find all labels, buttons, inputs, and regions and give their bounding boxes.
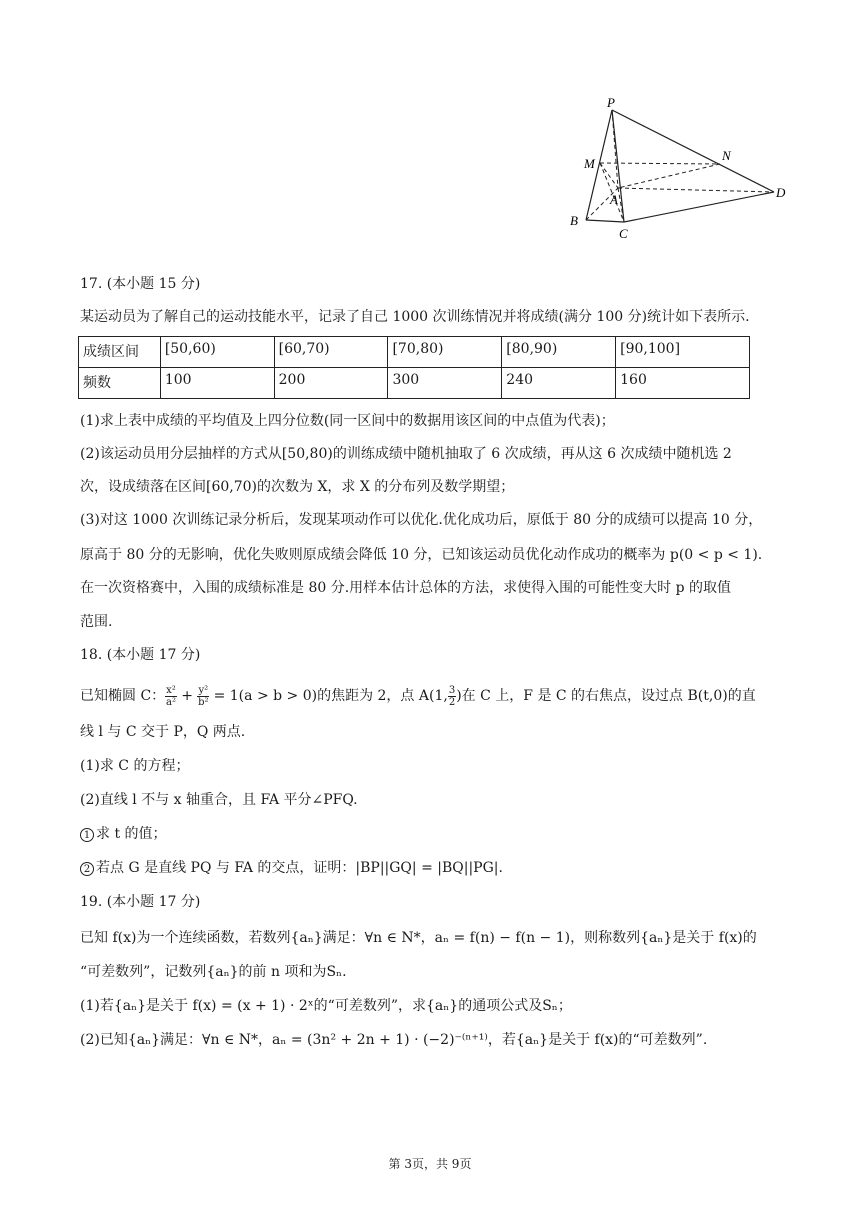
label-N: N: [722, 148, 731, 163]
table-cell: [60,70): [274, 337, 388, 368]
edge-BC: [586, 220, 624, 222]
table-cell: 成绩区间: [79, 337, 161, 368]
q17-part3-line2: 原高于 80 分的无影响，优化失败则原成绩会降低 10 分，已知该运动员优化动作成功的概率为 p(0 < p < 1).: [80, 547, 763, 563]
table-cell: [80,90): [502, 337, 616, 368]
q17-part3-line4: 范围.: [80, 614, 113, 630]
q17-part1: (1)求上表中成绩的平均值及上四分位数(同一区间中的数据用该区间的中点值为代表)；: [80, 413, 615, 429]
table-row: [79, 337, 750, 368]
q19-statement-line2: “可差数列”，记数列{aₙ}的前 n 项和为Sₙ.: [80, 964, 347, 980]
label-B: B: [570, 213, 578, 228]
table-cell: 300: [388, 368, 502, 399]
table-cell: 100: [160, 368, 274, 399]
fraction-x: [165, 685, 177, 708]
circled-number: 1: [80, 828, 94, 842]
q18-part1: (1)求 C 的方程；: [80, 758, 190, 774]
q18-sub1-text: 求 t 的值；: [96, 826, 167, 842]
table-cell: 240: [502, 368, 616, 399]
fraction-den: b²: [198, 696, 209, 708]
fraction-num: y²: [198, 684, 209, 696]
fraction-num: 3: [448, 684, 456, 696]
table-cell: 160: [616, 368, 750, 399]
label-P: P: [607, 96, 615, 110]
table-cell: 200: [274, 368, 388, 399]
circled-number: 2: [80, 862, 94, 876]
q18-heading: 18. (本小题 17 分): [80, 647, 201, 663]
table-cell: 频数: [79, 368, 161, 399]
table-row: [79, 368, 750, 399]
q18-text-c: )在 C 上，F 是 C 的右焦点，设过点 B(t,0)的直: [456, 688, 756, 704]
q17-part3-line1: (3)对这 1000 次训练记录分析后，发现某项动作可以优化.优化成功后，原低于 80 分的成绩可以提高 10 分，: [80, 512, 763, 528]
q18-statement-line2: 线 l 与 C 交于 P，Q 两点.: [80, 724, 246, 740]
score-table: [78, 336, 750, 399]
q19-heading: 19. (本小题 17 分): [80, 894, 201, 910]
q17-part2-line2: 次，设成绩落在区间[60,70)的次数为 X，求 X 的分布列及数学期望；: [80, 479, 515, 495]
table-cell: [90,100]: [616, 337, 750, 368]
label-C: C: [619, 226, 628, 241]
q18-statement-line1: 已知椭圆 C： $\frac{\text{x²}}{\text{a²}}$ + $\frac{\text{y²}}{\text{b²}}$ = 1(a > b > 0)的焦距为 2，点 A(1, $\frac{3}{2}$ )在 C 上，F 是 C 的右焦点，设过点 B(t,0)的直: [80, 684, 756, 708]
q17-part2-line1: (2)该运动员用分层抽样的方式从[50,80)的训练成绩中随机抽取了 6 次成绩，再从这 6 次成绩中随机选 2: [80, 446, 732, 462]
q17-part3-line3: 在一次资格赛中，入围的成绩标准是 80 分.用样本估计总体的方法，求使得入围的可能性变大时 p 的取值: [80, 580, 732, 596]
q17-intro: 某运动员为了解自己的运动技能水平，记录了自己 1000 次训练情况并将成绩(满分 100 分)统计如下表所示.: [80, 309, 750, 325]
q19-statement-line1: 已知 f(x)为一个连续函数，若数列{aₙ}满足：∀n ∈ N*，aₙ = f(n) − f(n − 1)，则称数列{aₙ}是关于 f(x)的: [80, 930, 757, 946]
table-cell: [70,80): [388, 337, 502, 368]
table-cell: [50,60): [160, 337, 274, 368]
fraction-den: 2: [448, 696, 456, 708]
q18-sub2-text: 若点 G 是直线 PQ 与 FA 的交点，证明：|BP||GQ| = |BQ||PG|.: [96, 860, 503, 876]
fraction-num: x²: [166, 684, 176, 696]
fraction-y: [197, 685, 209, 708]
page-footer: 第 3页，共 9页: [388, 1157, 472, 1171]
q19-part2: (2)已知{aₙ}满足：∀n ∈ N*，aₙ = (3n² + 2n + 1) · (−2)⁻⁽ⁿ⁺¹⁾，若{aₙ}是关于 f(x)的“可差数列”.: [80, 1032, 708, 1048]
fraction-three-halves: [448, 685, 456, 708]
q18-text-a: 已知椭圆 C：: [80, 688, 166, 704]
q18-text-b: = 1(a > b > 0)的焦距为 2，点 A(1,: [209, 688, 448, 704]
label-A: A: [610, 192, 618, 207]
q18-sub2: [80, 858, 503, 878]
edge-PD: [612, 110, 774, 192]
q18-part2: (2)直线 l 不与 x 轴重合，且 FA 平分∠PFQ.: [80, 792, 358, 808]
pyramid-figure: [560, 96, 800, 242]
edge-AD: [618, 188, 774, 192]
label-M: M: [584, 156, 595, 171]
q17-heading: 17. (本小题 15 分): [80, 276, 201, 292]
q19-part1: (1)若{aₙ}是关于 f(x) = (x + 1) · 2ˣ的“可差数列”，求{aₙ}的通项公式及Sₙ；: [80, 998, 572, 1014]
edge-CD: [624, 192, 774, 222]
edge-NA: [618, 164, 720, 188]
q18-sub1: [80, 824, 167, 844]
fraction-den: a²: [166, 696, 176, 708]
label-D: D: [776, 185, 786, 200]
